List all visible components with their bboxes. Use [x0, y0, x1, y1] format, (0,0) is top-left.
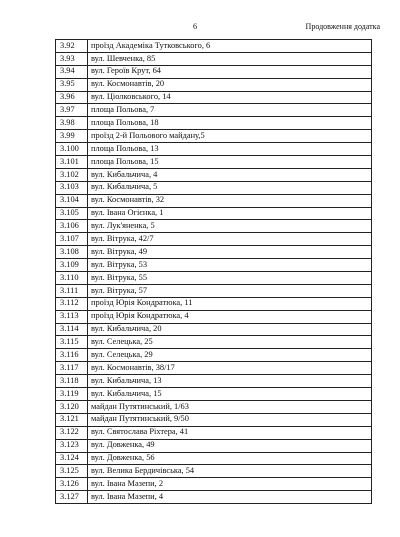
row-number-cell: 3.98 — [56, 117, 88, 130]
page-number: 6 — [193, 22, 197, 31]
address-cell: майдан Путятинський, 1/63 — [88, 400, 372, 413]
row-number-cell: 3.110 — [56, 272, 88, 285]
table-row — [56, 117, 372, 130]
address-cell: площа Польова, 15 — [88, 156, 372, 169]
address-cell: площа Польова, 7 — [88, 104, 372, 117]
row-number-cell: 3.104 — [56, 194, 88, 207]
address-cell: вул. Кибальчича, 20 — [88, 323, 372, 336]
row-number-cell: 3.105 — [56, 207, 88, 220]
address-cell: вул. Івана Огієнка, 1 — [88, 207, 372, 220]
table-row — [56, 478, 372, 491]
row-number-cell: 3.96 — [56, 91, 88, 104]
address-cell: вул. Ціолковського, 14 — [88, 91, 372, 104]
table-row — [56, 143, 372, 156]
row-number-cell: 3.108 — [56, 246, 88, 259]
table-row — [56, 168, 372, 181]
row-number-cell: 3.93 — [56, 52, 88, 65]
row-number-cell: 3.112 — [56, 297, 88, 310]
row-number-cell: 3.115 — [56, 336, 88, 349]
address-cell: вул. Івана Мазепи, 2 — [88, 478, 372, 491]
table-row — [56, 465, 372, 478]
address-cell: вул. Вітрука, 53 — [88, 259, 372, 272]
address-cell: площа Польова, 18 — [88, 117, 372, 130]
address-cell: проїзд 2-й Польового майдану,5 — [88, 130, 372, 143]
address-cell: вул. Довженка, 49 — [88, 439, 372, 452]
table-row — [56, 400, 372, 413]
table-row — [56, 104, 372, 117]
table-row — [56, 181, 372, 194]
row-number-cell: 3.101 — [56, 156, 88, 169]
row-number-cell: 3.119 — [56, 388, 88, 401]
table-row — [56, 349, 372, 362]
row-number-cell: 3.125 — [56, 465, 88, 478]
table-row — [56, 336, 372, 349]
address-cell: вул. Селецька, 29 — [88, 349, 372, 362]
table-row — [56, 362, 372, 375]
continuation-label: Продовження додатка — [305, 22, 380, 31]
address-cell: вул. Святослава Ріхтера, 41 — [88, 426, 372, 439]
address-cell: вул. Велика Бердичівська, 54 — [88, 465, 372, 478]
table-row — [56, 130, 372, 143]
row-number-cell: 3.107 — [56, 233, 88, 246]
address-cell: вул. Кибальчича, 4 — [88, 168, 372, 181]
address-table-container — [55, 39, 371, 504]
row-number-cell: 3.113 — [56, 310, 88, 323]
address-cell: вул. Кибальчича, 15 — [88, 388, 372, 401]
table-row — [56, 310, 372, 323]
row-number-cell: 3.92 — [56, 40, 88, 53]
table-row — [56, 272, 372, 285]
row-number-cell: 3.102 — [56, 168, 88, 181]
row-number-cell: 3.116 — [56, 349, 88, 362]
row-number-cell: 3.95 — [56, 78, 88, 91]
row-number-cell: 3.109 — [56, 259, 88, 272]
table-row — [56, 491, 372, 504]
address-cell: проїзд Юрія Кондратюка, 11 — [88, 297, 372, 310]
row-number-cell: 3.126 — [56, 478, 88, 491]
address-cell: вул. Вітрука, 55 — [88, 272, 372, 285]
address-cell: проїзд Юрія Кондратюка, 4 — [88, 310, 372, 323]
address-cell: вул. Кибальчича, 5 — [88, 181, 372, 194]
table-row — [56, 233, 372, 246]
table-row — [56, 284, 372, 297]
address-cell: вул. Вітрука, 49 — [88, 246, 372, 259]
table-row — [56, 220, 372, 233]
address-cell: вул. Шевченка, 85 — [88, 52, 372, 65]
table-row — [56, 246, 372, 259]
address-cell: вул. Космонавтів, 38/17 — [88, 362, 372, 375]
address-cell: вул. Івана Мазепи, 4 — [88, 491, 372, 504]
address-table — [55, 39, 372, 504]
table-row — [56, 194, 372, 207]
table-row — [56, 388, 372, 401]
row-number-cell: 3.94 — [56, 65, 88, 78]
address-table-body — [56, 40, 372, 504]
address-cell: вул. Селецька, 25 — [88, 336, 372, 349]
row-number-cell: 3.118 — [56, 375, 88, 388]
row-number-cell: 3.111 — [56, 284, 88, 297]
address-cell: площа Польова, 13 — [88, 143, 372, 156]
table-row — [56, 78, 372, 91]
table-row — [56, 207, 372, 220]
table-row — [56, 426, 372, 439]
row-number-cell: 3.127 — [56, 491, 88, 504]
address-cell: вул. Лук'яненка, 5 — [88, 220, 372, 233]
table-row — [56, 40, 372, 53]
row-number-cell: 3.120 — [56, 400, 88, 413]
table-row — [56, 297, 372, 310]
table-row — [56, 452, 372, 465]
address-cell: вул. Вітрука, 57 — [88, 284, 372, 297]
row-number-cell: 3.106 — [56, 220, 88, 233]
row-number-cell: 3.114 — [56, 323, 88, 336]
row-number-cell: 3.123 — [56, 439, 88, 452]
address-cell: вул. Вітрука, 42/7 — [88, 233, 372, 246]
row-number-cell: 3.124 — [56, 452, 88, 465]
table-row — [56, 375, 372, 388]
address-cell: вул. Космонавтів, 20 — [88, 78, 372, 91]
row-number-cell: 3.99 — [56, 130, 88, 143]
table-row — [56, 439, 372, 452]
table-row — [56, 259, 372, 272]
address-cell: вул. Кибальчича, 13 — [88, 375, 372, 388]
table-row — [56, 323, 372, 336]
row-number-cell: 3.97 — [56, 104, 88, 117]
table-row — [56, 65, 372, 78]
row-number-cell: 3.100 — [56, 143, 88, 156]
row-number-cell: 3.117 — [56, 362, 88, 375]
address-cell: майдан Путятинський, 9/50 — [88, 413, 372, 426]
row-number-cell: 3.122 — [56, 426, 88, 439]
row-number-cell: 3.103 — [56, 181, 88, 194]
table-row — [56, 52, 372, 65]
table-row — [56, 156, 372, 169]
address-cell: проїзд Академіка Тутковського, 6 — [88, 40, 372, 53]
address-cell: вул. Довженка, 56 — [88, 452, 372, 465]
address-cell: вул. Героїв Крут, 64 — [88, 65, 372, 78]
table-row — [56, 413, 372, 426]
address-cell: вул. Космонавтів, 32 — [88, 194, 372, 207]
table-row — [56, 91, 372, 104]
row-number-cell: 3.121 — [56, 413, 88, 426]
